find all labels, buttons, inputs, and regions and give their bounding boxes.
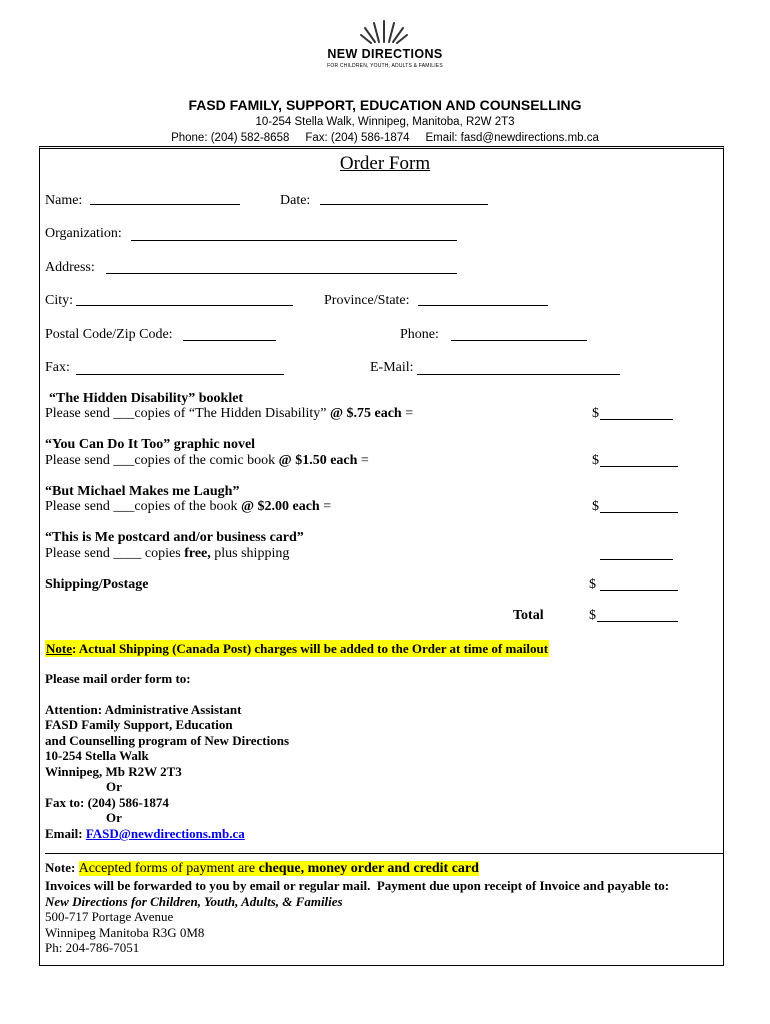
note-prefix: Note (46, 641, 72, 656)
item-amount-field[interactable] (600, 419, 673, 420)
item-title: “But Michael Makes me Laugh” (45, 484, 240, 499)
payment-invoices: Invoices will be forwarded to you by email or regular mail. Payment due upon receipt of Invoice and payable to: (45, 878, 670, 893)
header-address: 10-254 Stella Walk, Winnipeg, Manitoba, R2W 2T3 (255, 116, 515, 128)
postal-label: Postal Code/Zip Code: (45, 327, 173, 342)
payee-address: Winnipeg Manitoba R3G 0M8 (45, 925, 205, 940)
payment-note (45, 859, 479, 877)
name-field[interactable] (90, 204, 240, 205)
item-equals: = (319, 499, 332, 514)
payment-accepted: Accepted forms of payment are (78, 861, 259, 876)
name-label: Name: (45, 193, 83, 208)
phone-field[interactable] (451, 340, 587, 341)
city-field[interactable] (76, 305, 293, 306)
form-title: Order Form (339, 153, 431, 174)
sunburst-logo-icon (358, 18, 410, 44)
organization-label: Organization: (45, 226, 122, 241)
item-equals: plus shipping (210, 546, 290, 561)
item-order-text: Please send ___copies of “The Hidden Disability” (45, 406, 330, 421)
shipping-amount-field[interactable] (600, 590, 678, 591)
item-order-line (45, 546, 289, 562)
mail-line: FASD Family Support, Education (45, 717, 233, 732)
mail-fax: Fax to: (204) 586-1874 (45, 795, 169, 810)
item-price: free, (184, 546, 211, 561)
payment-note-label: Note: (45, 860, 79, 875)
mail-intro: Please mail order form to: (45, 671, 191, 686)
mail-email-label: Email: (45, 826, 86, 841)
shipping-note (45, 640, 549, 657)
item-amount-field[interactable] (600, 559, 673, 560)
postal-field[interactable] (183, 340, 276, 341)
item-price: @ $1.50 each (278, 453, 358, 468)
email-label: E-Mail: (370, 360, 414, 375)
mail-line: and Counselling program of New Directions (45, 733, 289, 748)
item-equals: = (357, 453, 369, 468)
address-label: Address: (45, 260, 95, 275)
note-text: : Actual Shipping (Canada Post) charges will be added to the Order at time of mailout (72, 641, 549, 656)
province-field[interactable] (418, 305, 548, 306)
dollar-sign: $ (592, 453, 599, 468)
item-amount-field[interactable] (600, 512, 678, 513)
item-amount-field[interactable] (600, 466, 678, 467)
payee-phone: Ph: 204-786-7051 (45, 940, 140, 955)
item-order-text: Please send ____ copies (45, 546, 185, 561)
shipping-label: Shipping/Postage (45, 577, 149, 592)
payment-payee: New Directions for Children, Youth, Adults, & Families (45, 894, 343, 909)
item-equals: = (401, 406, 414, 421)
phone-label: Phone: (400, 327, 439, 342)
payee-address: 500-717 Portage Avenue (45, 909, 174, 924)
item-price: @ $2.00 each (240, 499, 320, 514)
item-order-text: Please send ___copies of the comic book (45, 453, 279, 468)
mail-line: 10-254 Stella Walk (45, 748, 149, 763)
item-price: @ $.75 each (329, 406, 402, 421)
item-order-line (45, 406, 413, 422)
province-label: Province/State: (324, 293, 410, 308)
item-title: “The Hidden Disability” booklet (49, 391, 244, 406)
mail-or: Or (106, 779, 122, 794)
mail-line: Winnipeg, Mb R2W 2T3 (45, 764, 182, 779)
payment-methods: cheque, money order and credit card (258, 861, 479, 876)
header-contact: Phone: (204) 582-8658 Fax: (204) 586-1874 Email: fasd@newdirections.mb.ca (171, 132, 599, 144)
organization-field[interactable] (131, 240, 457, 241)
item-order-line (45, 499, 331, 515)
dollar-sign: $ (589, 608, 596, 623)
logo-name: NEW DIRECTIONS (327, 47, 443, 61)
mail-or: Or (106, 810, 122, 825)
item-title: “This is Me postcard and/or business card” (45, 530, 304, 545)
item-title: “You Can Do It Too” graphic novel (45, 437, 256, 452)
date-field[interactable] (320, 204, 488, 205)
divider (45, 853, 723, 854)
dollar-sign: $ (592, 406, 599, 421)
page-title: FASD FAMILY, SUPPORT, EDUCATION AND COUNSELLING (188, 97, 582, 113)
fax-field[interactable] (76, 374, 284, 375)
email-link[interactable]: FASD@newdirections.mb.ca (85, 826, 245, 841)
fax-label: Fax: (45, 360, 70, 375)
date-label: Date: (280, 193, 311, 208)
total-amount-field[interactable] (597, 621, 678, 622)
item-order-text: Please send ___copies of the book (45, 499, 241, 514)
email-field[interactable] (417, 374, 620, 375)
address-field[interactable] (106, 273, 457, 274)
item-order-line (45, 453, 369, 469)
dollar-sign: $ (592, 499, 599, 514)
mail-email-line (45, 826, 245, 841)
city-label: City: (45, 293, 74, 308)
mail-attention: Attention: Administrative Assistant (45, 702, 242, 717)
logo-tagline: FOR CHILDREN, YOUTH, ADULTS & FAMILIES (327, 63, 443, 69)
total-label: Total (513, 608, 544, 623)
dollar-sign: $ (589, 577, 596, 592)
